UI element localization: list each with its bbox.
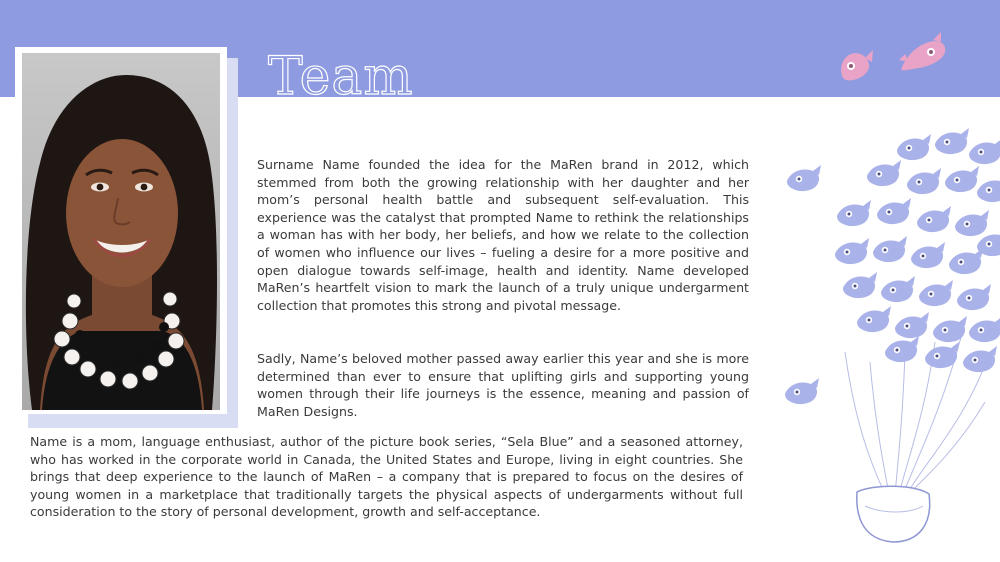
bio-paragraph: Name is a mom, language enthusiast, author of the picture book series, “Sela Blue” and a seasoned attorney, who has worked in the corporate world in Canada, the United States and Europe, living in eight countries. She brings that deep experience to the launch of MaRen – a company that is prepared to focus on the desires of young women in a marketplace that traditionally targets the physical aspects of undergarments without full consideration to the story of personal development, growth and self-acceptance.	[30, 434, 743, 520]
fish-icon	[835, 48, 875, 84]
page-title: Team	[268, 46, 414, 107]
fish-icon	[897, 32, 951, 76]
bio-paragraph: Surname Name founded the idea for the MaRen brand in 2012, which stemmed from both the growing relationship with her daughter and her mom’s personal health battle and subsequent self-evaluation. This experience was the catalyst that prompted Name to rethink the relationships a woman has with her body, her beliefs, and how we relate to the collection of women who influence our lives – fueling a desire for a more positive and open dialogue towards self-image, health and identity. Name developed MaRen’s heartfelt vision to mark the launch of a truly unique undergarment collection that promotes this strong and pivotal message.	[257, 157, 749, 313]
portrait-photo	[22, 53, 220, 410]
fish-balloon-bouquet-icon	[775, 122, 1000, 552]
bio-paragraph: Sadly, Name’s beloved mother passed away earlier this year and she is more determined than ever to ensure that uplifting girls and supporting young women through their life journeys is the essence, meaning and passion of MaRen Designs.	[257, 351, 749, 419]
